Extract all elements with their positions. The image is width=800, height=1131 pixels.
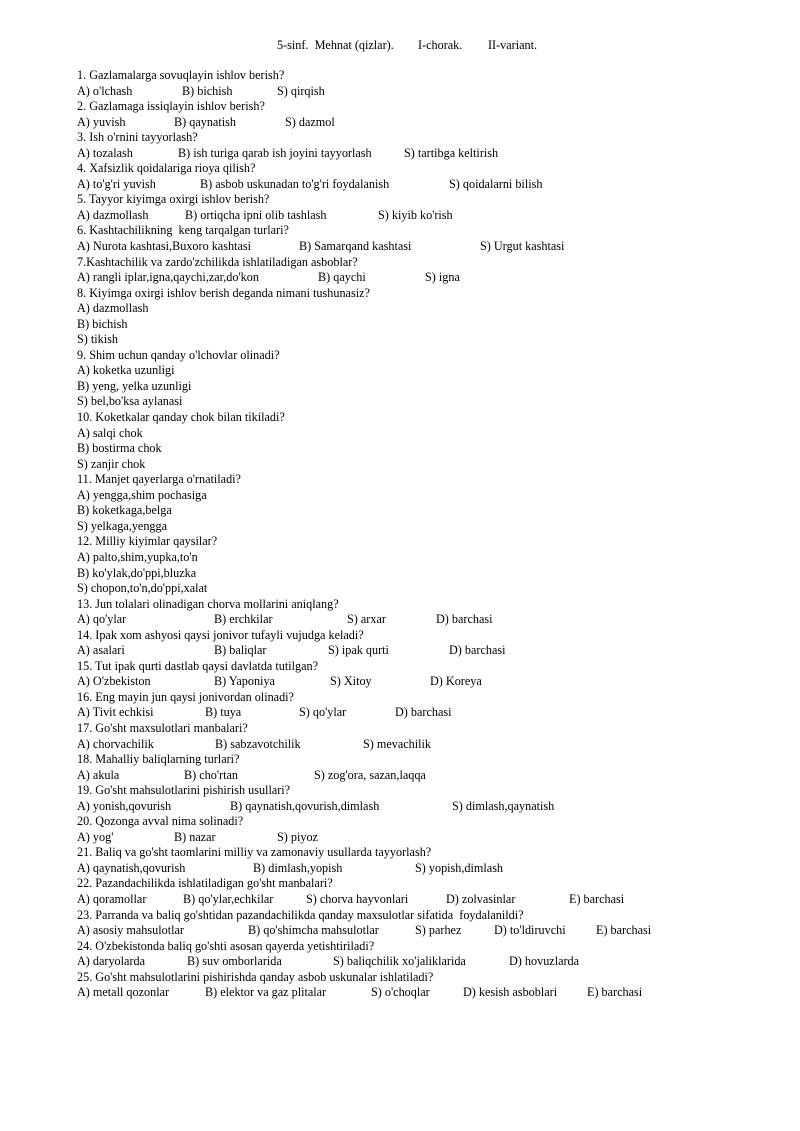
question-line — [77, 939, 777, 955]
answer-line — [77, 301, 777, 317]
answer-line — [77, 317, 777, 333]
answer-option: B) nazar — [174, 829, 216, 844]
answer-line — [77, 503, 777, 519]
answer-option: S) parhez — [415, 923, 462, 938]
header-quarter: I-chorak. — [418, 38, 463, 52]
question-text: 23. Parranda va baliq go'shtidan pazandachilikda qanday maxsulotlar sifatida foydalanildi? — [77, 907, 524, 922]
question-line — [77, 286, 777, 302]
answer-option: S) tikish — [77, 332, 118, 347]
question-line — [77, 783, 777, 799]
answer-line — [77, 394, 777, 410]
answer-line — [77, 177, 777, 193]
question-line — [77, 410, 777, 426]
answer-option: A) daryolarda — [77, 954, 146, 969]
answer-option: S) zog'ora, sazan,laqqa — [314, 767, 426, 782]
question-line — [77, 876, 777, 892]
answer-line — [77, 923, 777, 939]
question-text: 3. Ish o'rnini tayyorlash? — [77, 130, 198, 145]
answer-option: A) yuvish — [77, 114, 126, 129]
answer-option: B) ortiqcha ipni olib tashlash — [185, 207, 327, 222]
question-text: 13. Jun tolalari olinadigan chorva mollarini aniqlang? — [77, 596, 339, 611]
answer-option: A) salqi chok — [77, 425, 143, 440]
question-line — [77, 659, 777, 675]
answer-option: A) koketka uzunligi — [77, 363, 175, 378]
answer-line — [77, 566, 777, 582]
answer-option: B) qo'ylar,echkilar — [183, 891, 274, 906]
question-text: 5. Tayyor kiyimga oxirgi ishlov berish? — [77, 192, 270, 207]
answer-line — [77, 550, 777, 566]
answer-option: B) bostirma chok — [77, 441, 162, 456]
answer-option: B) tuya — [205, 705, 242, 720]
answer-line — [77, 892, 777, 908]
answer-option: B) elektor va gaz plitalar — [205, 985, 327, 1000]
answer-option: D) barchasi — [449, 643, 506, 658]
answer-option: E) barchasi — [596, 923, 652, 938]
answer-option: B) qo'shimcha mahsulotlar — [248, 923, 379, 938]
question-text: 8. Kiyimga oxirgi ishlov berish deganda nimani tushunasiz? — [77, 285, 370, 300]
question-text: 2. Gazlamaga issiqlayin ishlov berish? — [77, 99, 265, 114]
question-line — [77, 814, 777, 830]
answer-option: E) barchasi — [569, 891, 625, 906]
question-text: 11. Manjet qayerlarga o'rnatiladi? — [77, 472, 241, 487]
answer-option: A) akula — [77, 767, 120, 782]
answer-option: A) yog' — [77, 829, 114, 844]
answer-option: B) Yaponiya — [214, 674, 275, 689]
answer-option: S) chopon,to'n,do'ppi,xalat — [77, 581, 208, 596]
answer-option: A) qaynatish,qovurish — [77, 860, 186, 875]
answer-line — [77, 519, 777, 535]
answer-option: B) baliqlar — [214, 643, 267, 658]
question-text: 15. Tut ipak qurti dastlab qaysi davlatda tutilgan? — [77, 658, 319, 673]
answer-option: S) baliqchilik xo'jaliklarida — [333, 954, 466, 969]
answer-option: A) tozalash — [77, 145, 133, 160]
question-line — [77, 255, 777, 271]
question-line — [77, 161, 777, 177]
answer-option: S) Urgut kashtasi — [480, 239, 565, 254]
answer-option: A) asalari — [77, 643, 125, 658]
answer-line — [77, 985, 777, 1001]
question-line — [77, 752, 777, 768]
answer-option: A) qo'ylar — [77, 612, 127, 627]
question-line — [77, 223, 777, 239]
question-line — [77, 534, 777, 550]
answer-line — [77, 426, 777, 442]
question-text: 14. Ipak xom ashyosi qaysi jonivor tufayli vujudga keladi? — [77, 627, 364, 642]
answer-option: S) arxar — [347, 612, 386, 627]
question-line — [77, 192, 777, 208]
question-line — [77, 99, 777, 115]
test-questions — [77, 68, 777, 1001]
answer-option: D) hovuzlarda — [509, 954, 580, 969]
question-text: 25. Go'sht mahsulotlarini pishirishda qanday asbob uskunalar ishlatiladi? — [77, 969, 434, 984]
answer-option: S) igna — [425, 270, 460, 285]
answer-option: A) Nurota kashtasi,Buxoro kashtasi — [77, 239, 251, 254]
answer-option: S) zanjir chok — [77, 456, 146, 471]
answer-line — [77, 363, 777, 379]
answer-option: S) qo'ylar — [299, 705, 347, 720]
answer-option: B) sabzavotchilik — [215, 736, 301, 751]
answer-option: S) kiyib ko'rish — [378, 207, 453, 222]
answer-option: D) kesish asboblari — [463, 985, 558, 1000]
answer-option: A) to'g'ri yuvish — [77, 176, 156, 191]
header-grade-subject: 5-sinf. Mehnat (qizlar). — [277, 38, 394, 52]
question-text: 4. Xafsizlik qoidalariga rioya qilish? — [77, 161, 256, 176]
answer-line — [77, 861, 777, 877]
question-text: 17. Go'sht maxsulotlari manbalari? — [77, 720, 248, 735]
answer-option: S) Xitoy — [330, 674, 372, 689]
question-text: 22. Pazandachilikda ishlatiladigan go'sht manbalari? — [77, 876, 333, 891]
question-line — [77, 690, 777, 706]
question-text: 7.Kashtachilik va zardo'zchilikda ishlatiladigan asboblar? — [77, 254, 358, 269]
question-text: 10. Koketkalar qanday chok bilan tikiladi? — [77, 410, 285, 425]
answer-line — [77, 208, 777, 224]
answer-option: A) yonish,qovurish — [77, 798, 172, 813]
question-line — [77, 472, 777, 488]
answer-option: D) barchasi — [436, 612, 493, 627]
answer-option: A) asosiy mahsulotlar — [77, 923, 184, 938]
answer-option: B) qaynatish,qovurish,dimlash — [230, 798, 380, 813]
question-text: 24. O'zbekistonda baliq go'shti asosan qayerda yetishtiriladi? — [77, 938, 375, 953]
answer-line — [77, 115, 777, 131]
question-line — [77, 721, 777, 737]
answer-line — [77, 799, 777, 815]
answer-line — [77, 457, 777, 473]
answer-option: D) to'ldiruvchi — [494, 923, 566, 938]
answer-option: A) o'lchash — [77, 83, 133, 98]
answer-option: B) asbob uskunadan to'g'ri foydalanish — [200, 176, 390, 191]
question-text: 19. Go'sht mahsulotlarini pishirish usullari? — [77, 783, 291, 798]
answer-option: S) mevachilik — [363, 736, 432, 751]
answer-option: S) ipak qurti — [328, 643, 389, 658]
answer-line — [77, 674, 777, 690]
answer-option: A) qoramollar — [77, 891, 147, 906]
question-text: 21. Baliq va go'sht taomlarini milliy va zamonaviy usullarda tayyorlash? — [77, 845, 432, 860]
answer-line — [77, 488, 777, 504]
answer-option: S) qoidalarni bilish — [449, 176, 543, 191]
answer-option: D) Koreya — [430, 674, 482, 689]
answer-option: B) qaynatish — [174, 114, 236, 129]
answer-option: B) suv omborlarida — [187, 954, 282, 969]
answer-option: S) piyoz — [277, 829, 318, 844]
question-text: 6. Kashtachilikning keng tarqalgan turlari? — [77, 223, 289, 238]
answer-option: S) yelkaga,yengga — [77, 518, 168, 533]
answer-option: A) palto,shim,yupka,to'n — [77, 549, 198, 564]
answer-option: B) qaychi — [318, 270, 366, 285]
answer-option: A) O'zbekiston — [77, 674, 151, 689]
question-line — [77, 845, 777, 861]
answer-option: S) qirqish — [277, 83, 325, 98]
answer-line — [77, 581, 777, 597]
answer-option: S) dazmol — [285, 114, 335, 129]
answer-option: B) ish turiga qarab ish joyini tayyorlash — [178, 145, 372, 160]
answer-option: S) o'choqlar — [371, 985, 430, 1000]
answer-option: B) cho'rtan — [184, 767, 238, 782]
answer-line — [77, 270, 777, 286]
answer-option: A) Tivit echkisi — [77, 705, 154, 720]
answer-line — [77, 379, 777, 395]
answer-option: S) chorva hayvonlari — [306, 891, 409, 906]
answer-option: S) tartibga keltirish — [404, 145, 499, 160]
answer-line — [77, 612, 777, 628]
question-line — [77, 597, 777, 613]
answer-option: B) dimlash,yopish — [253, 860, 343, 875]
answer-line — [77, 84, 777, 100]
question-line — [77, 628, 777, 644]
answer-option: B) yeng, yelka uzunligi — [77, 378, 192, 393]
answer-line — [77, 705, 777, 721]
answer-option: B) bichish — [77, 316, 128, 331]
answer-option: D) zolvasinlar — [446, 891, 516, 906]
question-line — [77, 130, 777, 146]
question-text: 16. Eng mayin jun qaysi jonivordan olinadi? — [77, 689, 294, 704]
answer-option: S) dimlash,qaynatish — [452, 798, 555, 813]
answer-option: S) bel,bo'ksa aylanasi — [77, 394, 183, 409]
answer-option: B) koketkaga,belga — [77, 503, 172, 518]
answer-line — [77, 146, 777, 162]
answer-option: B) Samarqand kashtasi — [299, 239, 412, 254]
answer-option: A) yengga,shim pochasiga — [77, 487, 207, 502]
answer-line — [77, 643, 777, 659]
answer-option: B) ko'ylak,do'ppi,bluzka — [77, 565, 197, 580]
answer-line — [77, 239, 777, 255]
question-line — [77, 970, 777, 986]
answer-option: A) dazmollash — [77, 207, 149, 222]
answer-line — [77, 830, 777, 846]
answer-line — [77, 441, 777, 457]
question-text: 18. Mahalliy baliqlarning turlari? — [77, 752, 240, 767]
question-text: 1. Gazlamalarga sovuqlayin ishlov berish? — [77, 68, 285, 82]
answer-option: D) barchasi — [395, 705, 452, 720]
question-text: 20. Qozonga avval nima solinadi? — [77, 814, 244, 829]
question-line — [77, 348, 777, 364]
answer-line — [77, 768, 777, 784]
answer-option: A) dazmollash — [77, 301, 149, 316]
header-variant: II-variant. — [488, 38, 538, 52]
question-text: 12. Milliy kiyimlar qaysilar? — [77, 534, 218, 549]
answer-option: S) yopish,dimlash — [415, 860, 504, 875]
answer-option: A) chorvachilik — [77, 736, 154, 751]
answer-line — [77, 332, 777, 348]
answer-line — [77, 954, 777, 970]
answer-line — [77, 737, 777, 753]
answer-option: A) rangli iplar,igna,qaychi,zar,do'kon — [77, 270, 259, 285]
page-header — [0, 38, 800, 54]
answer-option: B) erchkilar — [214, 612, 273, 627]
answer-option: B) bichish — [182, 83, 233, 98]
question-text: 9. Shim uchun qanday o'lchovlar olinadi? — [77, 347, 280, 362]
answer-option: E) barchasi — [587, 985, 643, 1000]
question-line — [77, 68, 777, 84]
answer-option: A) metall qozonlar — [77, 985, 170, 1000]
question-line — [77, 908, 777, 924]
